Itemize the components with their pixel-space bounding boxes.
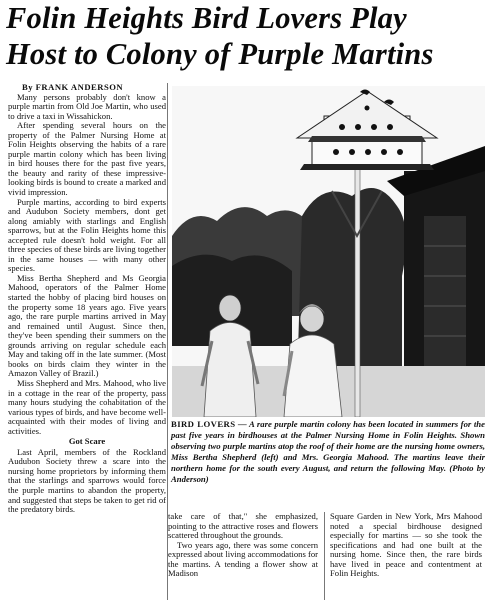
article-paragraph: Purple martins, according to bird experts and Audubon Society members, dont get along amiably with starlings and English sparrows, but at the Folin Heights home this accepted rule doesn't hold weight. For all three species of these birds are living together in the same houses — with many other species. (8, 196, 166, 274)
caption-lead: BIRD LOVERS (171, 419, 236, 429)
article-column-c (330, 512, 482, 600)
headline-line-1: Folin Heights Bird Lovers Play (6, 1, 407, 35)
photo-caption (171, 419, 485, 484)
article-paragraph: Two years ago, there was some concern expressed about living accommodations for the martins. A tending a flower show at Madison (168, 539, 318, 579)
photo-bird-lovers (172, 86, 485, 417)
caption-text: — A rare purple martin colony has been located in summers for the past five years in birdhouses at the Palmer Nursing Home in Folin Heights. Shown observing two purple martins atop the roof of their home are the nursing home owners, Miss Bertha Shepherd (left) and Mrs. Georgia Mahood. The martins leave their northern home for the south every August, and return the following May. (Photo by Anderson) (171, 419, 485, 484)
article-column-main (8, 83, 166, 600)
article-paragraph: Square Garden in New York, Mrs Mahood noted a special birdhouse designed especially for martins — so she took the specifications and had one built at the nursing home. Since then, the rare birds have lived in peace and contentment at Folin Heights. (330, 512, 482, 579)
article-paragraph: Many persons probably don't know a purple martin from Old Joe Martin, who used to drive a taxi in Wissahickon. (8, 91, 166, 121)
article-paragraph: take care of that," she emphasized, pointing to the attractive roses and flowers scattered throughout the grounds. (168, 512, 318, 541)
byline: By FRANK ANDERSON (22, 83, 124, 92)
article-paragraph: Miss Shepherd and Mrs. Mahood, who live in a cottage in the rear of the property, pass many hours studying the cohabitation of the various types of birds, and have become well-acquainted with their modes of living and activities. (8, 377, 166, 436)
column-rule (324, 512, 325, 600)
headline-line-2: Host to Colony of Purple Martins (6, 37, 434, 71)
subhead: Got Scare (68, 436, 106, 447)
article-paragraph: After spending several hours on the property of the Palmer Nursing Home at Folin Heights observing the habits of a rare purple martin colony which has been living in bird houses there for the past five years, the beauty and rarity of these impressive-looking birds is bound to create a marked and vivid impression. (8, 120, 166, 198)
article-paragraph: Miss Bertha Shepherd and Ms Georgia Mahood, operators of the Palmer Home started the hobby of placing bird houses on the property some 18 years ago. Five years ago, the rare purple martins arrived in May and remained until August. Since then, they've been spending their summers on the grounds arriving on regular schedule each May and taking off in the late summer. (Most books on birds claim they winter in the Amazon Valley of Brazil.) (8, 272, 166, 379)
article-paragraph: Last April, members of the Rockland Audubon Society threw a scare into the nursing home proprietors by informing them that the starlings and sparrows would force the purple martins to abandon the property, and suggested that steps be taken to get rid of the predatory birds. (8, 446, 166, 515)
article-column-b (168, 512, 318, 600)
